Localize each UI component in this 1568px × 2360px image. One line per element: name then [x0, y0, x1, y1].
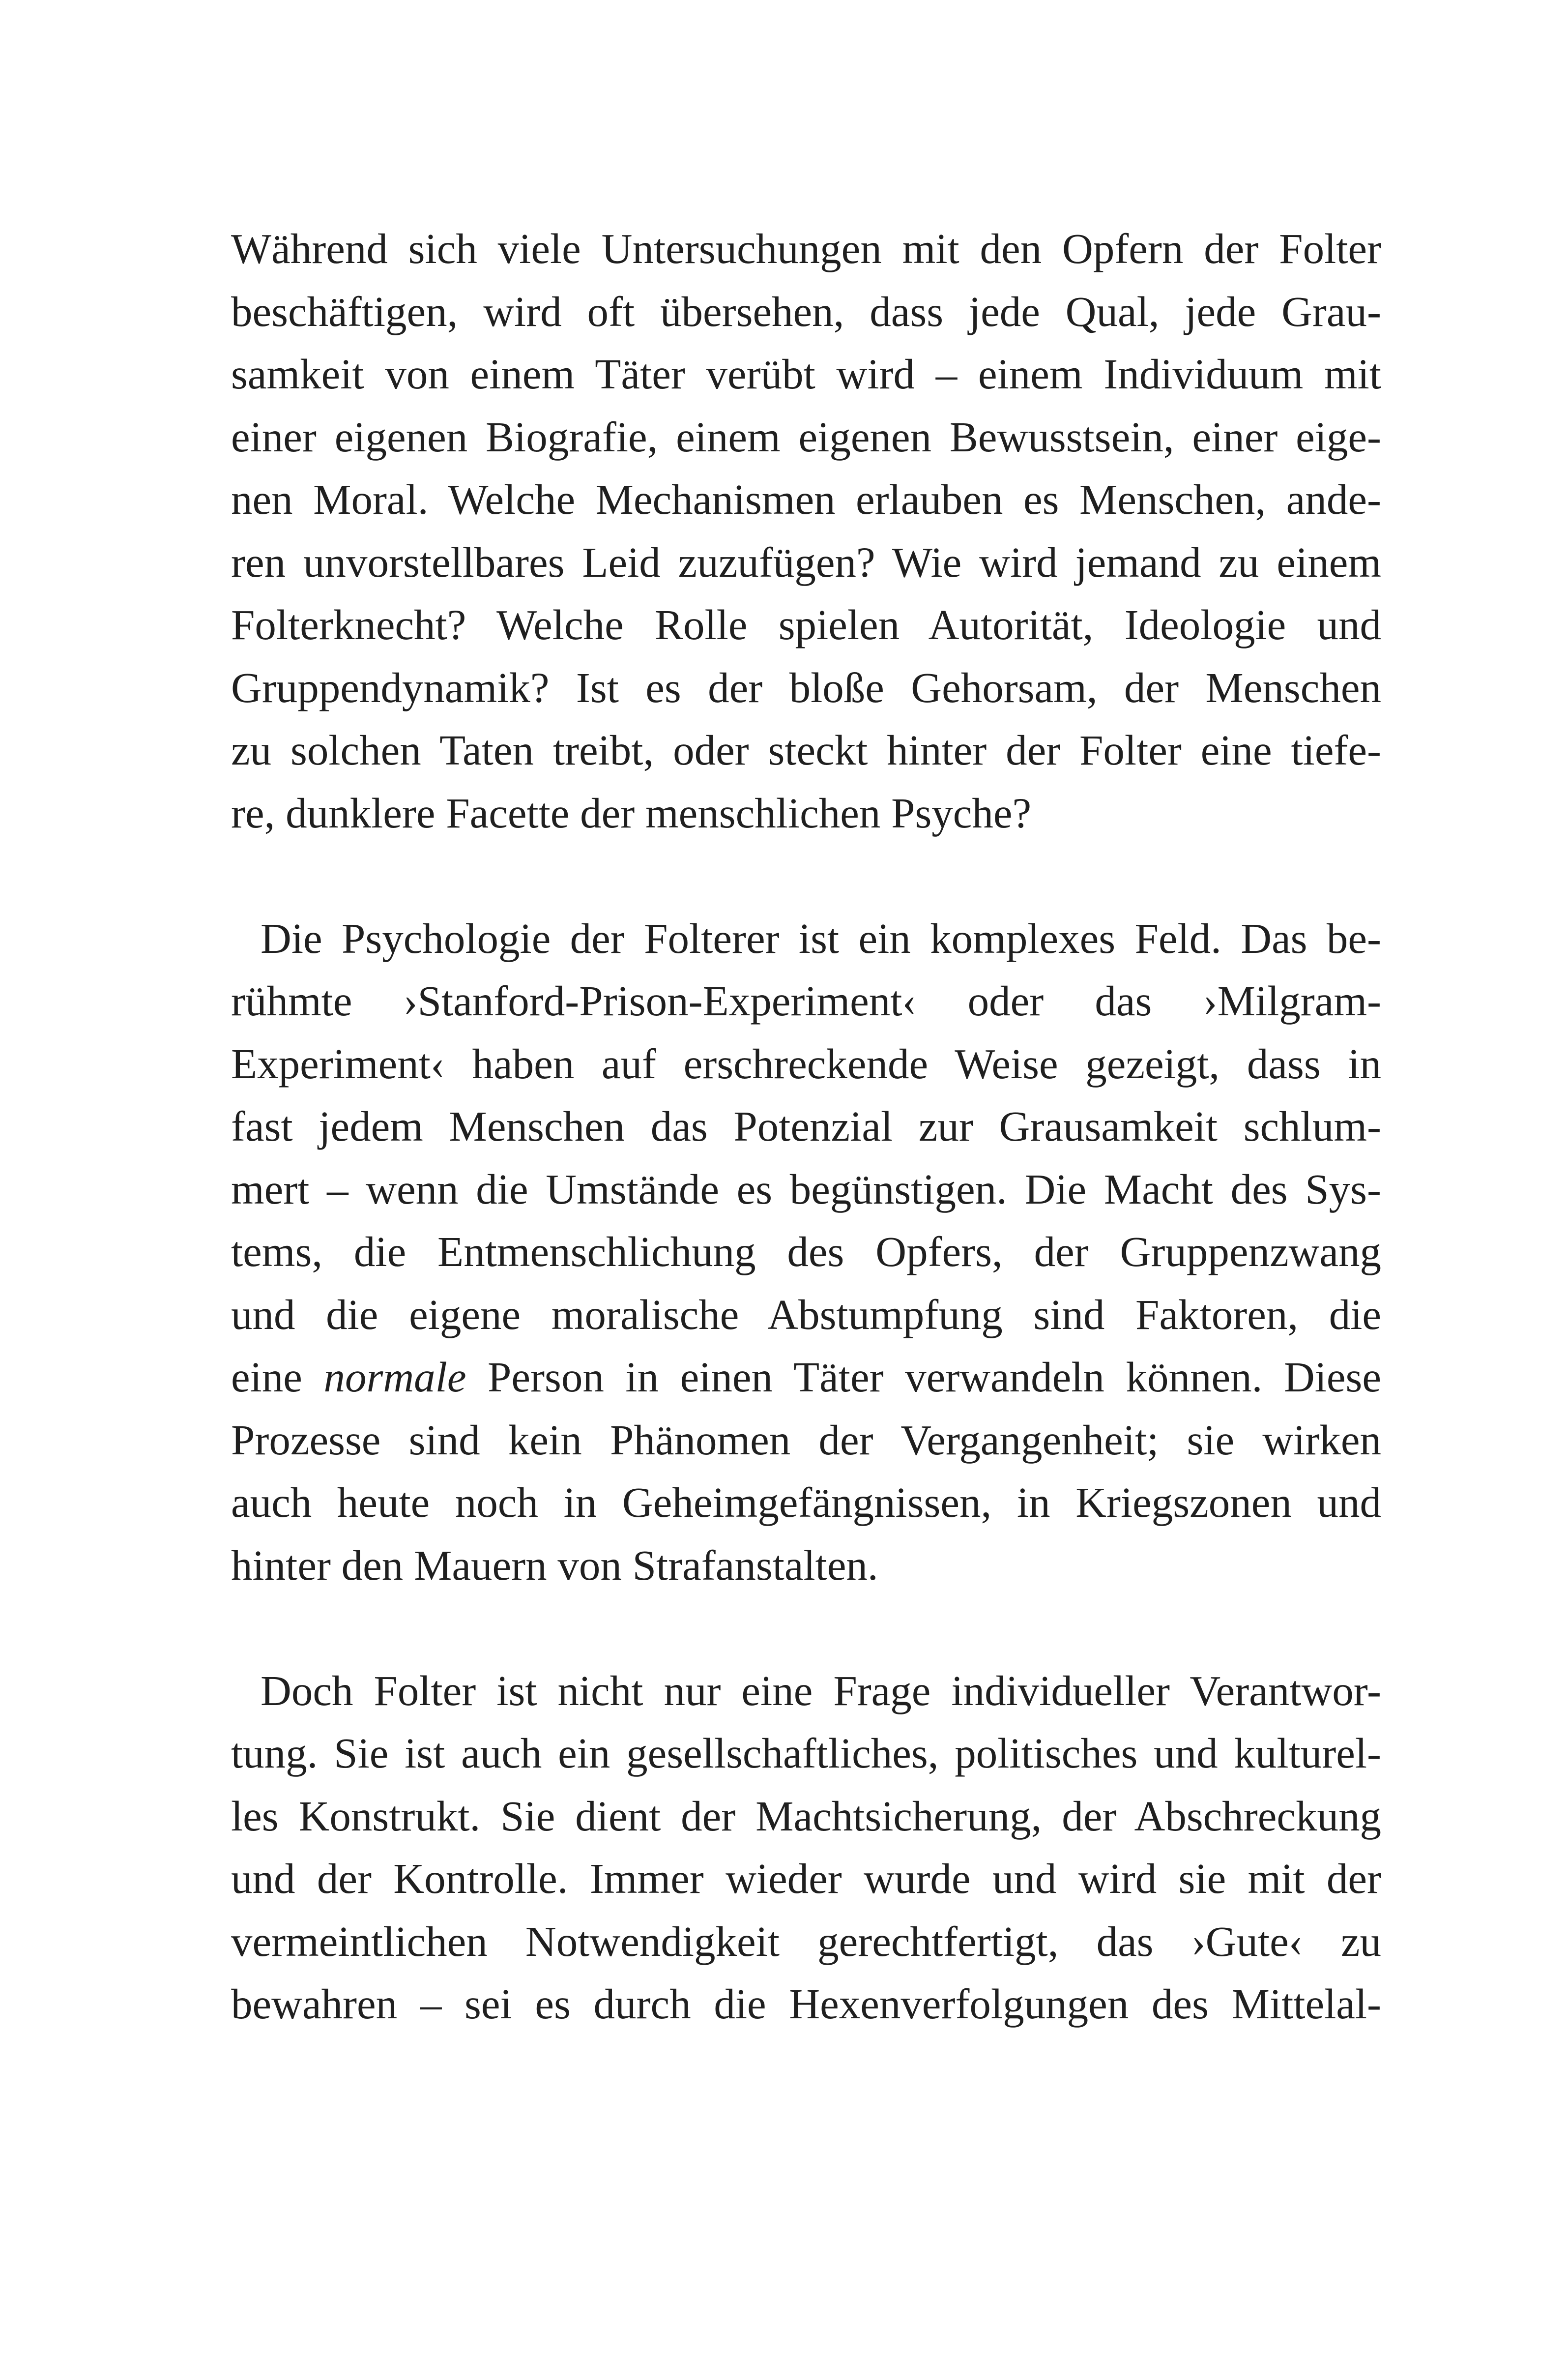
text-line: einer eigenen Biografie, einem eigenen Bewusstsein, einer eige- [231, 413, 1381, 461]
paragraph-gap [231, 1596, 1381, 1659]
text-fragment: Person in einen Täter verwandeln können. Diese [466, 1353, 1381, 1401]
text-line: Doch Folter ist nicht nur eine Frage individueller Verantwor- [261, 1666, 1381, 1714]
text-line: zu solchen Taten treibt, oder steckt hinter der Folter eine tiefe- [231, 726, 1381, 774]
text-line: Folterknecht? Welche Rolle spielen Autorität, Ideologie und [231, 601, 1381, 649]
paragraph [231, 217, 1381, 844]
text-line-with-emphasis [231, 1346, 1381, 1409]
text-line: vermeintlichen Notwendigkeit gerechtfertigt, das ›Gute‹ zu [231, 1917, 1381, 1965]
text-line: Während sich viele Untersuchungen mit den Opfern der Folter [231, 225, 1381, 272]
text-line: ren unvorstellbares Leid zuzufügen? Wie wird jemand zu einem [231, 538, 1381, 586]
text-line: auch heute noch in Geheimgefängnissen, in Kriegszonen und [231, 1478, 1381, 1526]
text-fragment: eine [231, 1353, 324, 1401]
text-line: Gruppendynamik? Ist es der bloße Gehorsam, der Menschen [231, 663, 1381, 711]
text-line: les Konstrukt. Sie dient der Machtsicherung, der Abschreckung [231, 1792, 1381, 1840]
paragraph [231, 1659, 1381, 2036]
paragraph-gap [231, 844, 1381, 907]
text-line: beschäftigen, wird oft übersehen, dass jede Qual, jede Grau- [231, 287, 1381, 335]
text-line: nen Moral. Welche Mechanismen erlauben es Menschen, ande- [231, 475, 1381, 523]
text-line: hinter den Mauern von Strafanstalten. [231, 1541, 878, 1589]
text-line: Experiment‹ haben auf erschreckende Weise gezeigt, dass in [231, 1039, 1381, 1088]
text-line: mert – wenn die Umstände es begünstigen. Die Macht des Sys- [231, 1165, 1381, 1213]
text-line: Die Psychologie der Folterer ist ein komplexes Feld. Das be- [261, 914, 1381, 962]
paragraph [231, 907, 1381, 1597]
text-line: rühmte ›Stanford-Prison-Experiment‹ oder das ›Milgram- [231, 977, 1381, 1025]
text-line: fast jedem Menschen das Potenzial zur Grausamkeit schlum- [231, 1102, 1381, 1150]
text-line: tems, die Entmenschlichung des Opfers, der Gruppenzwang [231, 1228, 1381, 1275]
text-line: re, dunklere Facette der menschlichen Psyche? [231, 789, 1032, 837]
text-line: und der Kontrolle. Immer wieder wurde und wird sie mit der [231, 1855, 1381, 1902]
text-line: tung. Sie ist auch ein gesellschaftliches, politisches und kulturel- [231, 1729, 1381, 1777]
text-line: samkeit von einem Täter verübt wird – einem Individuum mit [231, 350, 1381, 398]
text-line: bewahren – sei es durch die Hexenverfolgungen des Mittelal- [231, 1980, 1381, 2028]
emphasized-word: normale [323, 1353, 466, 1401]
text-line: und die eigene moralische Abstumpfung sind Faktoren, die [231, 1290, 1381, 1338]
body-text [231, 217, 1381, 2036]
text-line: Prozesse sind kein Phänomen der Vergangenheit; sie wirken [231, 1416, 1381, 1464]
